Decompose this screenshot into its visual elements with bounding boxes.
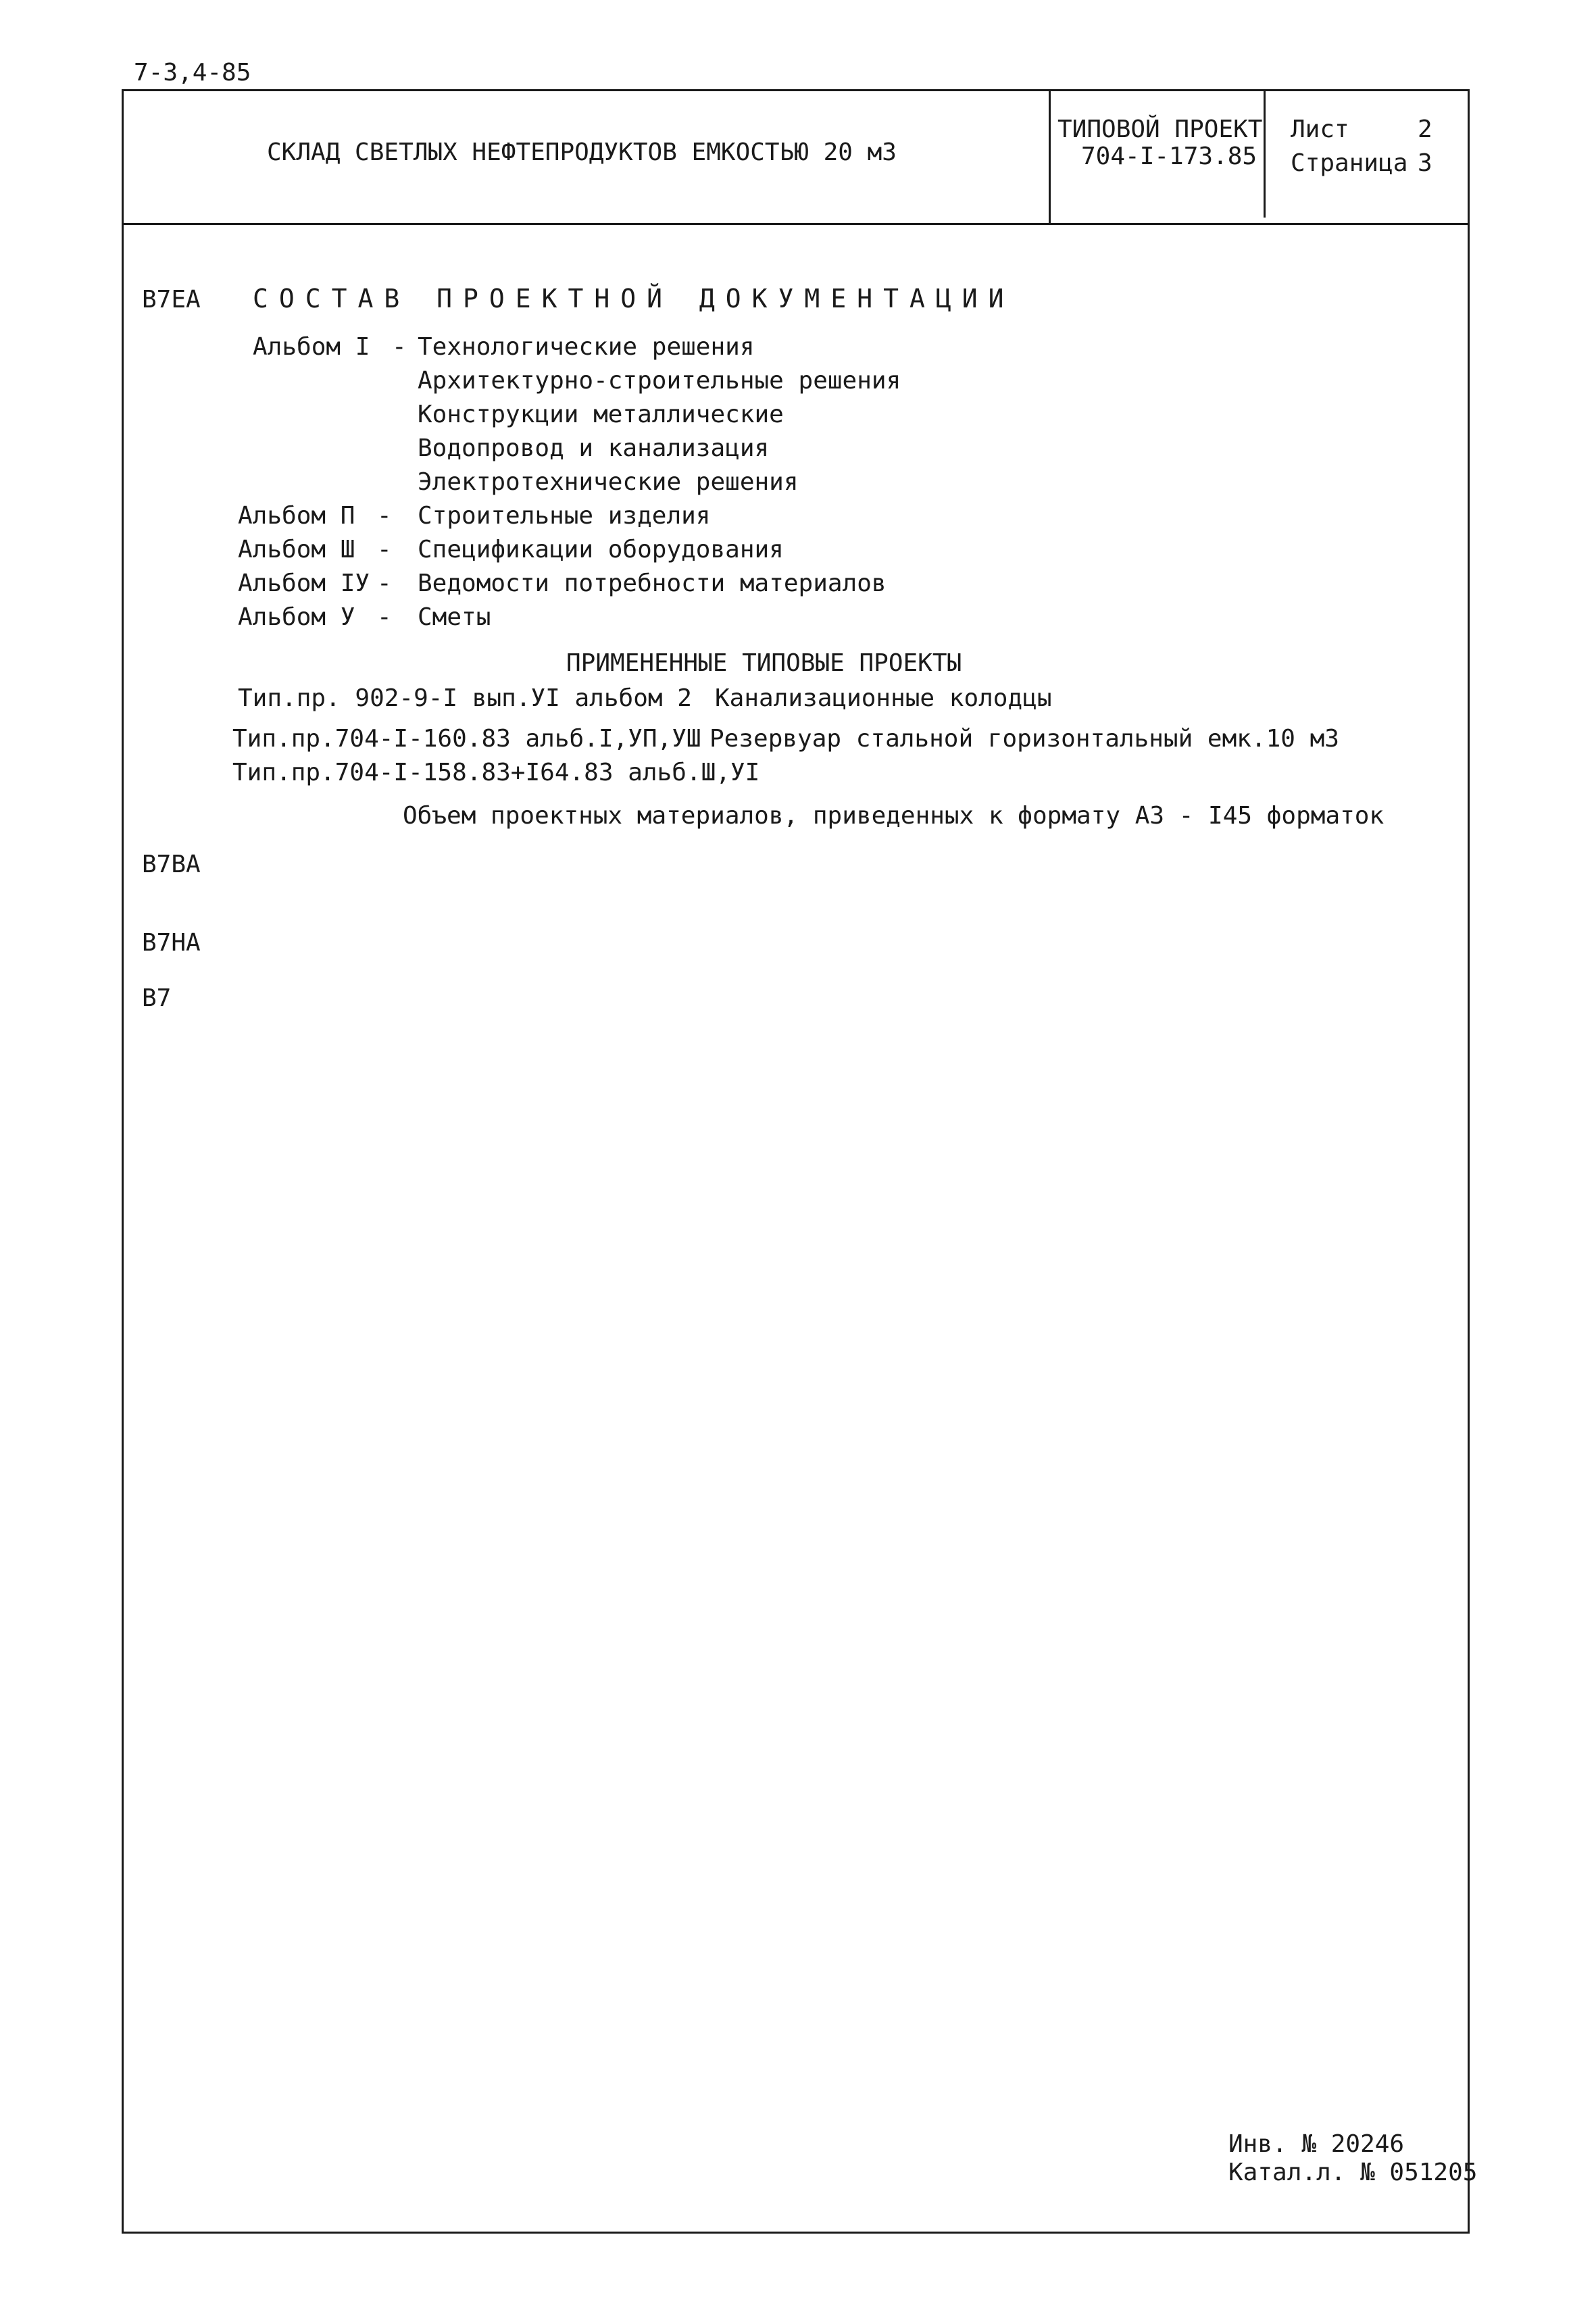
page-number: 3	[1418, 149, 1432, 177]
section-code-b7ea: В7ЕА	[142, 286, 201, 313]
album-name: Альбом IУ	[238, 570, 370, 597]
project-label: ТИПОВОЙ ПРОЕКТ	[1057, 116, 1263, 143]
applied-project-ref: Тип.пр.704-I-158.83+I64.83 альб.Ш,УI	[232, 759, 760, 786]
volume-note: Объем проектных материалов, приведенных к формату А3 - I45 форматок	[403, 802, 1385, 830]
album-item: Водопровод и канализация	[418, 434, 770, 462]
album-name: Альбом Ш	[238, 536, 355, 563]
document-frame	[122, 89, 1470, 2234]
header-divider	[122, 223, 1470, 225]
album-item: Сметы	[418, 603, 491, 631]
album-item: Конструкции металлические	[418, 401, 784, 428]
header-col-divider-1	[1049, 89, 1051, 224]
album-dash: -	[392, 333, 407, 361]
inventory-number: Инв. № 20246	[1228, 2130, 1405, 2158]
album-item: Электротехнические решения	[418, 468, 799, 496]
project-number: 704-I-173.85	[1081, 143, 1257, 170]
album-item: Ведомости потребности материалов	[418, 570, 887, 597]
album-item: Архитектурно-строительные решения	[418, 367, 901, 395]
applied-project-desc: Резервуар стальной горизонтальный емк.10 м3	[709, 725, 1339, 753]
applied-project-ref: Тип.пр. 902-9-I вып.УI альбом 2	[238, 684, 692, 712]
document-code: 7-3,4-85	[134, 59, 251, 86]
header-col-divider-2	[1264, 89, 1266, 218]
section-code-b7na: В7НА	[142, 929, 201, 957]
album-dash: -	[377, 570, 392, 597]
page-label: Страница	[1291, 149, 1408, 177]
catalog-sheet-number: Катал.л. № 051205	[1228, 2159, 1478, 2186]
section-code-b7: В7	[142, 984, 172, 1012]
album-name: Альбом У	[238, 603, 355, 631]
document-title: СКЛАД СВЕТЛЫХ НЕФТЕПРОДУКТОВ ЕМКОСТЬЮ 20 м3	[267, 139, 897, 166]
section-code-b7va: В7ВА	[142, 851, 201, 878]
sheet-label: Лист	[1291, 116, 1349, 143]
applied-project-desc: Канализационные колодцы	[715, 684, 1052, 712]
album-name: Альбом П	[238, 502, 355, 530]
album-item: Технологические решения	[418, 333, 755, 361]
applied-projects-heading: ПРИМЕНЕННЫЕ ТИПОВЫЕ ПРОЕКТЫ	[566, 649, 962, 677]
composition-heading: СОСТАВ ПРОЕКТНОЙ ДОКУМЕНТАЦИИ	[253, 284, 1015, 313]
album-item: Спецификации оборудования	[418, 536, 784, 563]
applied-project-ref: Тип.пр.704-I-160.83 альб.I,УП,УШ	[232, 725, 701, 753]
album-item: Строительные изделия	[418, 502, 711, 530]
album-dash: -	[377, 536, 392, 563]
sheet-number: 2	[1418, 116, 1432, 143]
album-dash: -	[377, 603, 392, 631]
album-name: Альбом I	[253, 333, 370, 361]
album-dash: -	[377, 502, 392, 530]
